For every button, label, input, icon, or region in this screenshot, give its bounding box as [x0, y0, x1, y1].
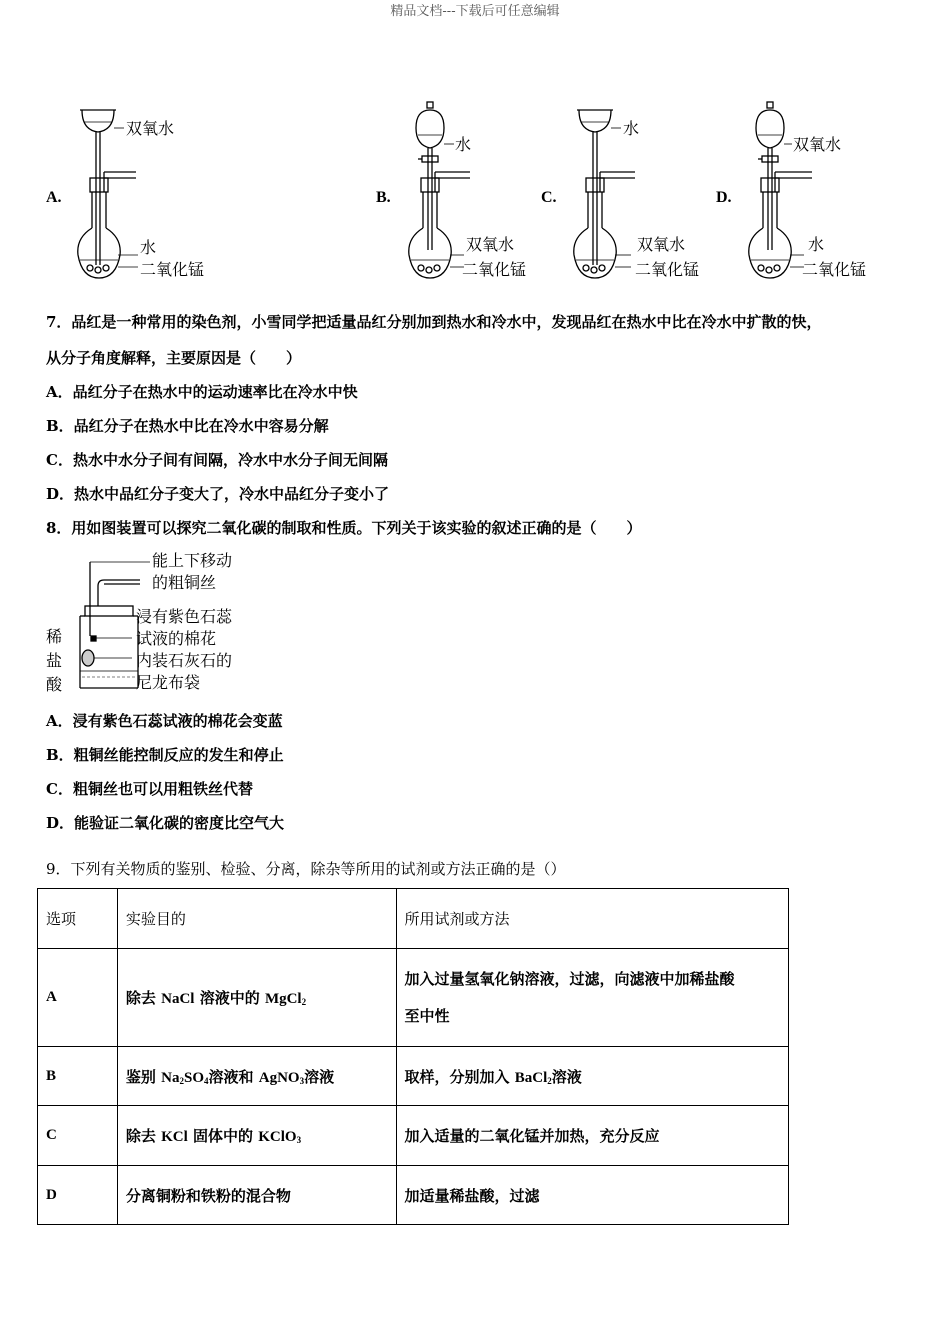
- row-c-goal: 除去 KCl 固体中的 KClO$_3$: [117, 1106, 396, 1166]
- header-option: 选项: [38, 889, 118, 949]
- q7-option-c[interactable]: C．热水中水分子间有间隔，冷水中水分子间无间隔: [46, 451, 388, 469]
- q6-option-b-label[interactable]: B.: [376, 189, 391, 206]
- q8-acid-char-2: 盐: [46, 651, 63, 670]
- q9-table: [37, 888, 789, 1225]
- q6-d-solid: 二氧化锰: [802, 260, 867, 279]
- table-header-row: [38, 889, 789, 949]
- q7-stem-line1: 7．品红是一种常用的染色剂，小雪同学把适量品红分别加到热水和冷水中，发现品红在热水中比在冷水中扩散的快，: [46, 313, 822, 331]
- q6-apparatus-a: [70, 100, 230, 285]
- q8-bag-label-2: 尼龙布袋: [136, 673, 201, 692]
- row-c-method: 加入适量的二氧化锰并加热，充分反应: [396, 1106, 788, 1166]
- q6-option-c-label[interactable]: C.: [541, 189, 557, 206]
- row-b-option: B: [38, 1047, 118, 1106]
- table-row[interactable]: [38, 1106, 789, 1166]
- q6-option-d-label[interactable]: D.: [716, 189, 732, 206]
- q7-stem-line2: 从分子角度解释，主要原因是（ ）: [46, 349, 302, 367]
- q8-apparatus: [40, 546, 260, 698]
- row-d-goal: 分离铜粉和铁粉的混合物: [117, 1166, 396, 1225]
- q8-bag-label-1: 内装石灰石的: [136, 651, 233, 670]
- q8-option-d[interactable]: D．能验证二氧化碳的密度比空气大: [46, 814, 285, 832]
- q8-cotton-label-2: 试液的棉花: [136, 629, 217, 648]
- q7-option-d[interactable]: D．热水中品红分子变大了，冷水中品红分子变小了: [46, 485, 390, 503]
- q8-wire-label-2: 的粗铜丝: [152, 573, 217, 592]
- row-a-method: 加入过量氢氧化钠溶液，过滤，向滤液中加稀盐酸 至中性: [396, 949, 788, 1047]
- q8-acid-char-3: 酸: [46, 675, 63, 694]
- q8-option-c[interactable]: C．粗铜丝也可以用粗铁丝代替: [46, 780, 253, 798]
- q6-d-liquid: 水: [808, 235, 825, 254]
- row-d-option: D: [38, 1166, 118, 1225]
- q6-b-top-reagent: 水: [455, 135, 472, 154]
- q8-wire-label-1: 能上下移动: [152, 551, 233, 570]
- q9-stem: 9．下列有关物质的鉴别、检验、分离，除杂等所用的试剂或方法正确的是（）: [46, 860, 566, 878]
- q6-a-solid: 二氧化锰: [140, 260, 205, 279]
- page-header: 精品文档---下载后可任意编辑: [390, 4, 560, 19]
- q6-a-top-reagent: 双氧水: [126, 119, 175, 138]
- q7-option-b[interactable]: B．品红分子在热水中比在冷水中容易分解: [46, 417, 329, 435]
- header-goal: 实验目的: [117, 889, 396, 949]
- table-row[interactable]: [38, 949, 789, 1047]
- row-a-goal: 除去 NaCl 溶液中的 MgCl$_2$: [117, 949, 396, 1047]
- row-d-method: 加适量稀盐酸，过滤: [396, 1166, 788, 1225]
- q8-option-b[interactable]: B．粗铜丝能控制反应的发生和停止: [46, 746, 284, 764]
- row-b-goal: 鉴别 $Na_2SO_4$溶液和 AgNO$_3$溶液: [117, 1047, 396, 1106]
- q7-option-a[interactable]: A．品红分子在热水中的运动速率比在冷水中快: [46, 383, 358, 401]
- header-method: 所用试剂或方法: [396, 889, 788, 949]
- row-c-option: C: [38, 1106, 118, 1166]
- q6-apparatus-c: [565, 100, 715, 285]
- q8-cotton-label-1: 浸有紫色石蕊: [136, 607, 233, 626]
- q6-b-solid: 二氧化锰: [462, 260, 527, 279]
- q6-d-top-reagent: 双氧水: [793, 135, 842, 154]
- row-a-option: A: [38, 949, 118, 1047]
- q8-stem: 8．用如图装置可以探究二氧化碳的制取和性质。下列关于该实验的叙述正确的是（ ）: [46, 519, 642, 537]
- q6-a-liquid: 水: [140, 238, 157, 257]
- q8-acid-char-1: 稀: [46, 627, 63, 646]
- q6-c-solid: 二氧化锰: [635, 260, 700, 279]
- table-row[interactable]: [38, 1166, 789, 1225]
- q6-c-top-reagent: 水: [623, 119, 640, 138]
- table-row[interactable]: [38, 1047, 789, 1106]
- q6-c-liquid: 双氧水: [637, 235, 686, 254]
- q6-apparatus-d: [740, 100, 890, 285]
- q8-option-a[interactable]: A．浸有紫色石蕊试液的棉花会变蓝: [46, 712, 283, 730]
- q6-option-a-label[interactable]: A.: [46, 189, 62, 206]
- row-b-method: 取样，分别加入 BaCl$_2$溶液: [396, 1047, 788, 1106]
- q6-b-liquid: 双氧水: [466, 235, 515, 254]
- q6-apparatus-b: [400, 100, 550, 285]
